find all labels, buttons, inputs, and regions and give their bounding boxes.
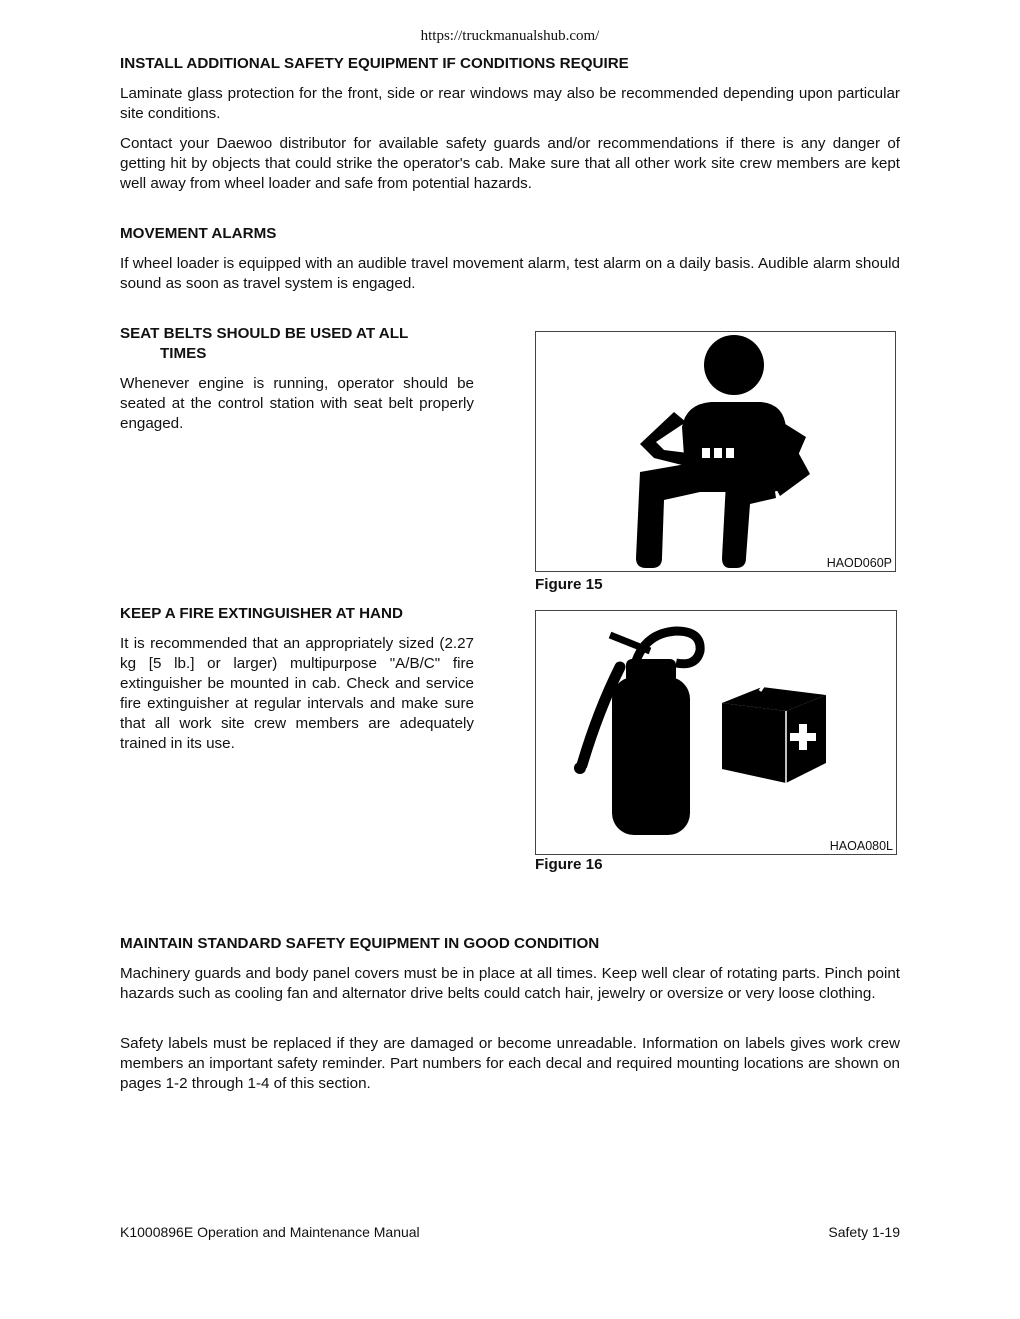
figure-16-box [535, 610, 897, 855]
heading-seat-belts [120, 324, 474, 364]
figure-16-code: HAOA080L [829, 839, 893, 853]
heading-maintain-equipment: MAINTAIN STANDARD SAFETY EQUIPMENT IN GOOD CONDITION [120, 935, 600, 952]
heading-seat-belts-line1: SEAT BELTS SHOULD BE USED AT ALL [120, 325, 409, 342]
footer-manual-title: K1000896E Operation and Maintenance Manual [120, 1224, 420, 1240]
heading-fire-extinguisher: KEEP A FIRE EXTINGUISHER AT HAND [120, 605, 403, 622]
paragraph-safety-labels: Safety labels must be replaced if they are damaged or become unreadable. Information on labels gives work crew members an important safety reminder. Part numbers for each decal and required mounting locations are shown on pages 1-2 through 1-4 of this section. [120, 1035, 900, 1092]
fire-extinguisher-and-first-aid-kit-icon [536, 611, 896, 854]
figure-15-caption: Figure 15 [535, 576, 603, 593]
paragraph-machinery-guards: Machinery guards and body panel covers must be in place at all times. Keep well clear of rotating parts. Pinch point hazards such as cooling fan and alternator drive belts could catch hair, jewelry or oversize or very loose clothing. [120, 965, 900, 1002]
page-url: https://truckmanualshub.com/ [420, 28, 600, 44]
seated-person-seatbelt-icon [536, 332, 895, 571]
heading-movement-alarms: MOVEMENT ALARMS [120, 225, 277, 242]
figure-16-caption: Figure 16 [535, 856, 603, 873]
paragraph-seat-belts: Whenever engine is running, operator should be seated at the control station with seat belt properly engaged. [120, 375, 474, 432]
heading-seat-belts-line2: TIMES [160, 345, 207, 362]
figure-15-code: HAOD060P [826, 556, 892, 570]
paragraph-laminate-glass: Laminate glass protection for the front, side or rear windows may also be recommended depending upon particular site conditions. [120, 85, 900, 122]
heading-install-additional-equipment: INSTALL ADDITIONAL SAFETY EQUIPMENT IF CONDITIONS REQUIRE [120, 55, 629, 72]
figure-15-box [535, 331, 896, 572]
paragraph-contact-distributor: Contact your Daewoo distributor for available safety guards and/or recommendations if there is any danger of getting hit by objects that could strike the operator's cab. Make sure that all other work site crew members are kept well away from wheel loader and safe from potential hazards. [120, 135, 900, 192]
paragraph-fire-extinguisher: It is recommended that an appropriately sized (2.27 kg [5 lb.] or larger) multipurpose "A/B/C" fire extinguisher be mounted in cab. Check and service fire extinguisher at regular intervals and make sure that all work site crew members are adequately trained in its use. [120, 635, 474, 752]
paragraph-movement-alarms: If wheel loader is equipped with an audible travel movement alarm, test alarm on a daily basis. Audible alarm should sound as soon as travel system is engaged. [120, 255, 900, 292]
footer-page-number: Safety 1-19 [828, 1224, 900, 1240]
